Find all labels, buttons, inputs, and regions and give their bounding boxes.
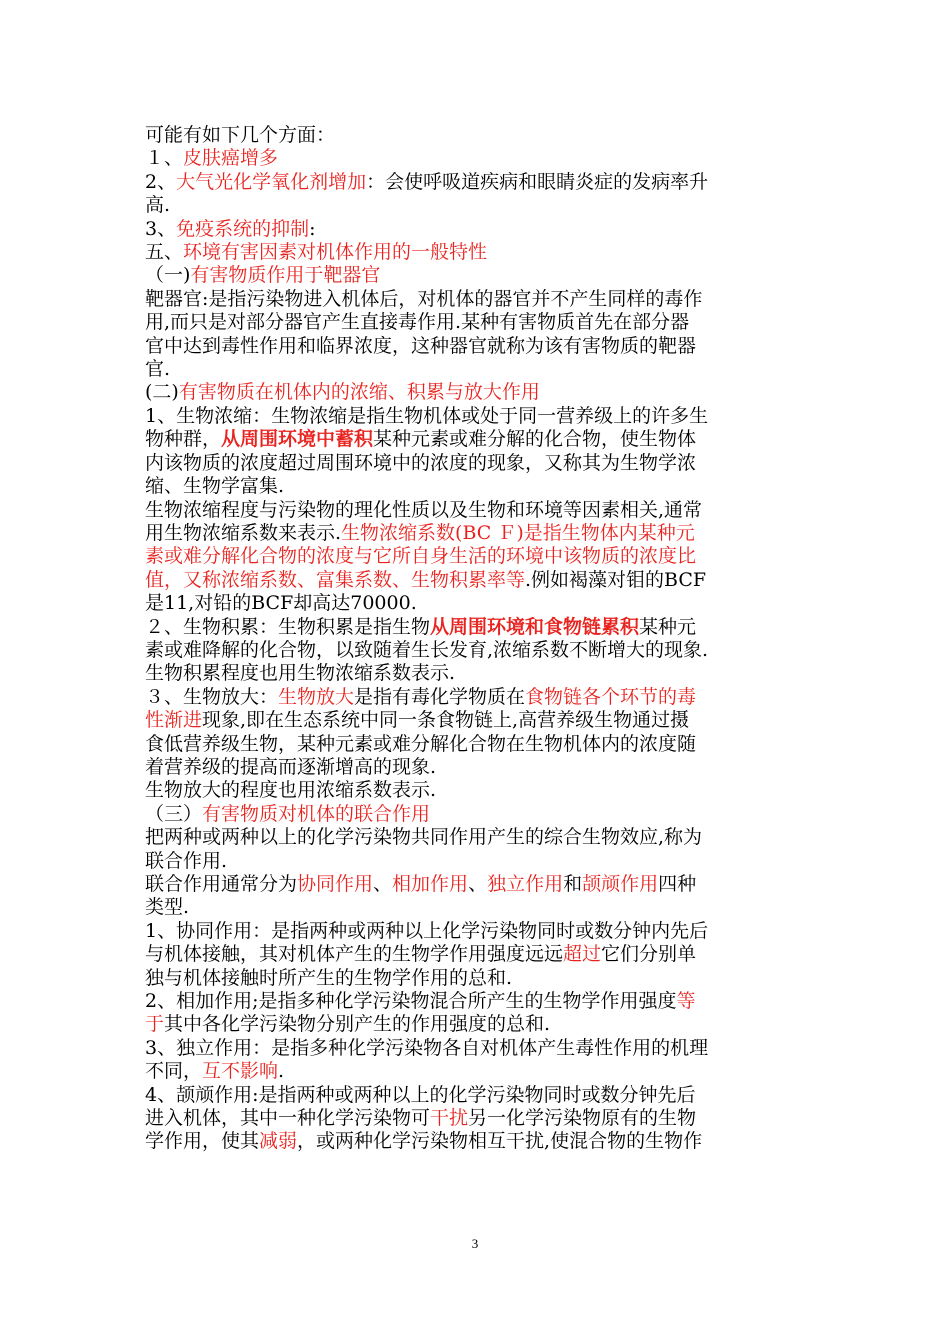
text-segment: 进入机体，其中一种化学污染物可 [145, 1107, 431, 1130]
text-line [145, 616, 815, 639]
text-segment: １、 [145, 147, 184, 170]
text-segment: 另一化学污染物原有的生物 [468, 1107, 697, 1130]
text-line [145, 264, 815, 287]
text-line [145, 803, 815, 826]
text-segment: （一) [145, 264, 191, 287]
text-segment: 现象,即在生态系统中同一条食物链上,高营养级生物通过摄 [202, 709, 690, 732]
text-segment: 五、 [145, 241, 184, 264]
highlighted-text: 有害物质在机体内的浓缩、积累与放大作用 [178, 381, 540, 404]
text-segment: 联合作用. [145, 849, 228, 872]
text-line [145, 499, 815, 522]
text-line [145, 522, 815, 545]
text-segment: ２、生物积累：生物积累是指生物 [145, 615, 431, 638]
highlighted-text: 独立作用 [487, 873, 564, 895]
text-line [145, 1013, 815, 1036]
text-segment: 它们分别单 [601, 943, 697, 966]
text-segment: 用生物浓缩系数来表示. [145, 521, 342, 544]
highlighted-text: 素或难分解化合物的浓度与它所自身生活的环境中该物质的浓度比 [145, 545, 697, 568]
text-line [145, 920, 815, 943]
highlighted-text: 等 [676, 990, 696, 1013]
text-segment: 不同， [145, 1060, 203, 1083]
text-line [145, 218, 815, 241]
text-line [145, 569, 815, 592]
text-segment: 某种元素或难分解的化合物，使生物体 [373, 428, 697, 451]
text-segment: 3、 [145, 217, 177, 240]
text-line [145, 943, 815, 966]
text-line [145, 147, 815, 170]
text-line [145, 358, 815, 381]
text-line [145, 662, 815, 685]
text-line [145, 1084, 815, 1107]
text-segment: 1、生物浓缩：生物浓缩是指生物机体或处于同一营养级上的许多生 [145, 404, 709, 427]
text-line [145, 452, 815, 475]
highlighted-text: 皮肤癌增多 [183, 147, 279, 170]
highlighted-text: 生物浓缩系数(BC Ｆ)是指生物体内某种元 [341, 521, 695, 544]
text-line [145, 592, 815, 615]
text-line [145, 896, 815, 919]
text-line [145, 709, 815, 732]
text-segment: 学作用，使其 [145, 1130, 260, 1153]
text-segment: 和 [563, 873, 583, 895]
text-segment: 与机体接触，其对机体产生的生物学作用强度远远 [145, 943, 564, 966]
text-segment: 其中各化学污染物分别产生的作用强度的总和. [164, 1013, 551, 1036]
highlighted-text: 颉颃作用 [582, 873, 659, 895]
highlighted-text: 从周围环境和食物链累积 [430, 615, 640, 638]
text-segment: 靶器官:是指污染物进入机体后，对机体的器官并不产生同样的毒作 [145, 287, 703, 310]
text-segment: 四种 [658, 873, 697, 895]
text-segment: .例如褐藻对钼的BCF [525, 568, 707, 591]
text-segment: 是11,对铅的BCF却高达70000. [145, 592, 417, 615]
highlighted-text: 于 [145, 1013, 165, 1036]
highlighted-text: 免疫系统的抑制 [176, 217, 310, 240]
highlighted-text: 干扰 [430, 1107, 469, 1130]
text-segment: 官. [145, 358, 171, 381]
text-segment: (二) [145, 381, 179, 404]
text-segment: 独与机体接触时所产生的生物学作用的总和. [145, 966, 513, 989]
text-segment: 联合作用通常分为 [145, 873, 298, 895]
text-line [145, 733, 815, 756]
highlighted-text: 生物放大 [278, 685, 355, 708]
text-segment: ３、生物放大： [145, 685, 279, 708]
text-line [145, 873, 815, 896]
text-line [145, 1107, 815, 1130]
highlighted-text: 值，又称浓缩系数、富集系数、生物积累率等 [145, 568, 526, 591]
text-segment: 生物放大的程度也用浓缩系数表示. [145, 779, 437, 802]
highlighted-text: 协同作用 [297, 873, 374, 895]
text-line [145, 1060, 815, 1083]
text-segment: 把两种或两种以上的化学污染物共同作用产生的综合生物效应,称为 [145, 826, 703, 849]
text-segment: 、 [373, 873, 393, 895]
highlighted-text: 相加作用 [392, 873, 469, 895]
text-segment: . [278, 1060, 285, 1083]
highlighted-text: 环境有害因素对机体作用的一般特性 [183, 241, 488, 264]
document-body [145, 124, 815, 1154]
text-line [145, 171, 815, 194]
text-segment: 官中达到毒性作用和临界浓度，这种器官就称为该有害物质的靶器 [145, 334, 697, 357]
text-line [145, 639, 815, 662]
text-segment: 生物浓缩程度与污染物的理化性质以及生物和环境等因素相关,通常 [145, 498, 703, 521]
text-line [145, 545, 815, 568]
text-line [145, 850, 815, 873]
text-segment: 类型. [145, 896, 190, 919]
text-segment: 用,而只是对部分器官产生直接毒作用.某种有害物质首先在部分器 [145, 311, 690, 334]
text-segment: 缩、生物学富集. [145, 475, 285, 498]
highlighted-text: 从周围环境中蓄积 [221, 428, 374, 451]
text-segment: （三） [145, 802, 203, 825]
text-segment: 2、相加作用;是指多种化学污染物混合所产生的生物学作用强度 [145, 990, 677, 1013]
text-line [145, 967, 815, 990]
text-line [145, 1037, 815, 1060]
text-segment: 可能有如下几个方面： [145, 124, 336, 146]
text-line [145, 194, 815, 217]
page-number: 3 [471, 1236, 479, 1251]
highlighted-text: 食物链各个环节的毒 [525, 685, 697, 708]
text-segment: 素或难降解的化合物，以致随着生长发育,浓缩系数不断增大的现象. [145, 638, 709, 661]
text-segment: 某种元 [639, 615, 697, 638]
text-segment: 食低营养级生物，某种元素或难分解化合物在生物机体内的浓度随 [145, 732, 697, 755]
text-line [145, 405, 815, 428]
text-line [145, 756, 815, 779]
text-segment: : [309, 217, 316, 240]
text-line [145, 428, 815, 451]
text-segment: 1、协同作用：是指两种或两种以上化学污染物同时或数分钟内先后 [145, 919, 709, 942]
highlighted-text: 大气光化学氧化剂增加 [176, 170, 367, 193]
text-segment: 、 [468, 873, 488, 895]
text-line [145, 311, 815, 334]
text-line [145, 241, 815, 264]
highlighted-text: 超过 [563, 943, 602, 966]
text-segment: 高. [145, 194, 171, 217]
text-line [145, 686, 815, 709]
highlighted-text: 减弱 [259, 1130, 298, 1153]
text-line [145, 335, 815, 358]
text-segment: 内该物质的浓度超过周围环境中的浓度的现象，又称其为生物学浓 [145, 451, 697, 474]
text-segment: ：会使呼吸道疾病和眼睛炎症的发病率升 [366, 170, 709, 193]
text-line [145, 475, 815, 498]
text-line [145, 288, 815, 311]
text-line [145, 990, 815, 1013]
text-segment: 着营养级的提高而逐渐增高的现象. [145, 755, 437, 778]
text-line [145, 1130, 815, 1153]
text-segment: 4、颉颃作用:是指两种或两种以上的化学污染物同时或数分钟先后 [145, 1083, 696, 1106]
text-line [145, 381, 815, 404]
text-line [145, 826, 815, 849]
text-segment: 生物积累程度也用生物浓缩系数表示. [145, 662, 456, 685]
text-segment: 物种群， [145, 428, 222, 451]
text-segment: ，或两种化学污染物相互干扰,使混合物的生物作 [297, 1130, 703, 1153]
text-line [145, 124, 815, 147]
text-segment: 2、 [145, 170, 177, 193]
highlighted-text: 有害物质作用于靶器官 [190, 264, 381, 287]
highlighted-text: 性渐进 [145, 709, 203, 732]
highlighted-text: 互不影响 [202, 1060, 279, 1083]
highlighted-text: 有害物质对机体的联合作用 [202, 802, 431, 825]
text-line [145, 779, 815, 802]
text-segment: 是指有毒化学物质在 [354, 685, 526, 708]
text-segment: 3、独立作用：是指多种化学污染物各自对机体产生毒性作用的机理 [145, 1036, 709, 1059]
